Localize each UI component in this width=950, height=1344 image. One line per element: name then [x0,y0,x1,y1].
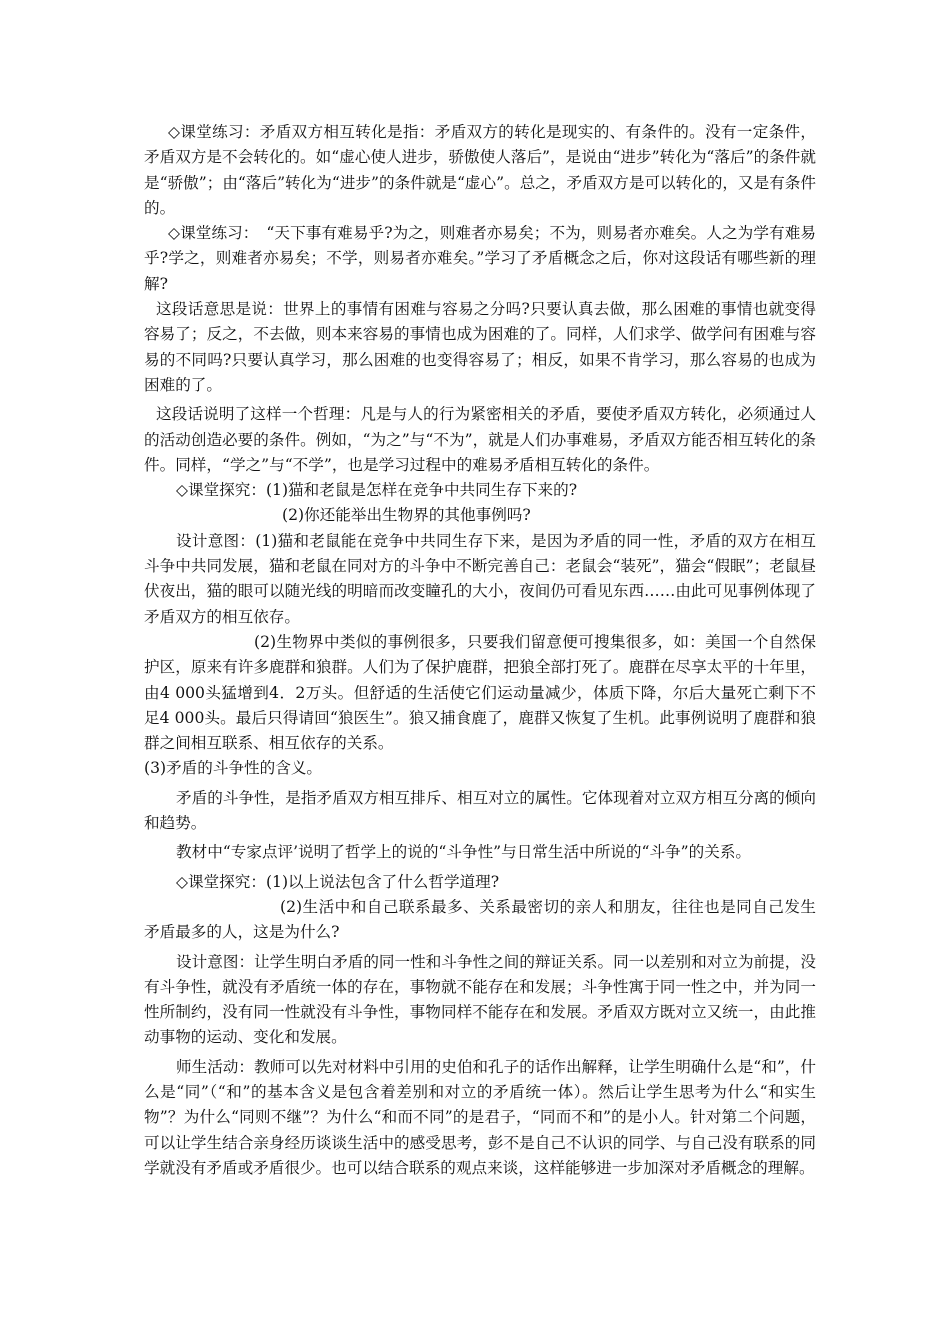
paragraph-inquiry-1-q1: ◇课堂探究：(1)猫和老鼠是怎样在竞争中共同生存下来的? [176,481,578,500]
paragraph-design-intent-2: (2)生物界中类似的事例很多，只要我们留意便可搜集很多，如：美国一个自然保护区，原来有许多鹿群和狼群。人们为了保护鹿群，把狼全部打死了。鹿群在尽享太平的十年里，由4 000头猛增到4．2万头。但舒适的生活使它们运动量减少，体质下降，尔后大量死亡剩下不足4 000头。最后只得请回“狼医生”。狼又捕食鹿了，鹿群又恢复了生机。此事例说明了鹿群和狼群之间相互联系、相互依存的关系。 [144,632,816,753]
paragraph-design-intent-1: 设计意图：(1)猫和老鼠能在竞争中共同生存下来，是因为矛盾的同一性，矛盾的双方在相互斗争中共同发展，猫和老鼠在同对方的斗争中不断完善自己：老鼠会“装死”，猫会“假眠”；老鼠昼伏夜出，猫的眼可以随光线的明暗而改变瞳孔的大小，夜间仍可看见东西……由此可见事例体现了矛盾双方的相互依存。 [144,531,816,626]
paragraph-inquiry-1-q2: (2)你还能举出生物界的其他事例吗? [282,506,531,525]
paragraph-explanation-2: 这段话说明了这样一个哲理：凡是与人的行为紧密相关的矛盾，要使矛盾双方转化，必须通过人的活动创造必要的条件。例如，“为之”与“不为”，就是人们办事难易，矛盾双方能否相互转化的条件。同样，“学之”与“不学”，也是学习过程中的难易矛盾相互转化的条件。 [144,405,816,474]
paragraph-inquiry-2-q2: (2)生活中和自己联系最多、关系最密切的亲人和朋友，往往也是同自己发生矛盾最多的人，这是为什么? [144,897,816,942]
paragraph-struggle-definition: 矛盾的斗争性，是指矛盾双方相互排斥、相互对立的属性。它体现着对立双方相互分离的倾向和趋势。 [144,788,816,833]
paragraph-explanation-1: 这段话意思是说：世界上的事情有困难与容易之分吗?只要认真去做，那么困难的事情也就变得容易了；反之，不去做，则本来容易的事情也成为困难的了。同样，人们求学、做学问有困难与容易的不同吗?只要认真学习，那么困难的也变得容易了；相反，如果不肯学习，那么容易的也成为困难的了。 [144,300,816,394]
paragraph-practice-1: ◇课堂练习：矛盾双方相互转化是指：矛盾双方的转化是现实的、有条件的。没有一定条件，矛盾双方是不会转化的。如“虚心使人进步，骄傲使人落后”，是说由“进步”转化为“落后”的条件就是“骄傲”；由“落后”转化为“进步”的条件就是“虚心”。总之，矛盾双方是可以转化的，又是有条件的。 [144,123,816,217]
paragraph-inquiry-2-q1: ◇课堂探究：(1)以上说法包含了什么哲学道理? [176,872,500,891]
paragraph-textbook-note: 教材中“专家点评’说明了哲学上的说的“斗争性”与日常生活中所说的“斗争”的关系。 [176,843,752,862]
paragraph-design-intent-3: 设计意图：让学生明白矛盾的同一性和斗争性之间的辩证关系。同一以差别和对立为前提，没有斗争性，就没有矛盾统一体的存在，事物就不能存在和发展；斗争性寓于同一性之中，并为同一性所制约，没有同一性就没有斗争性，事物同样不能存在和发展。矛盾双方既对立又统一，由此推动事物的运动、变化和发展。 [144,952,816,1047]
paragraph-section-heading: (3)矛盾的斗争性的含义。 [144,759,323,778]
paragraph-practice-2: ◇课堂练习： “天下事有难易乎?为之，则难者亦易矣；不为，则易者亦难矣。人之为学有难易乎?学之，则难者亦易矣；不学，则易者亦难矣。”学习了矛盾概念之后，你对这段话有哪些新的理解? [144,224,816,293]
paragraph-teacher-student-activity: 师生活动：教师可以先对材料中引用的史伯和孔子的话作出解释，让学生明确什么是“和”，什么是“同”（“和”的基本含义是包含着差别和对立的矛盾统一体）。然后让学生思考为什么“和实生物”？为什么“同则不继”？为什么“和而不同”的是君子，“同而不和”的是小人。针对第二个问题，可以让学生结合亲身经历谈谈生活中的感受思考，彭不是自己不认识的同学、与自己没有联系的同学就没有矛盾或矛盾很少。也可以结合联系的观点来谈，这样能够进一步加深对矛盾概念的理解。 [144,1057,816,1177]
document-page [144,120,816,1181]
